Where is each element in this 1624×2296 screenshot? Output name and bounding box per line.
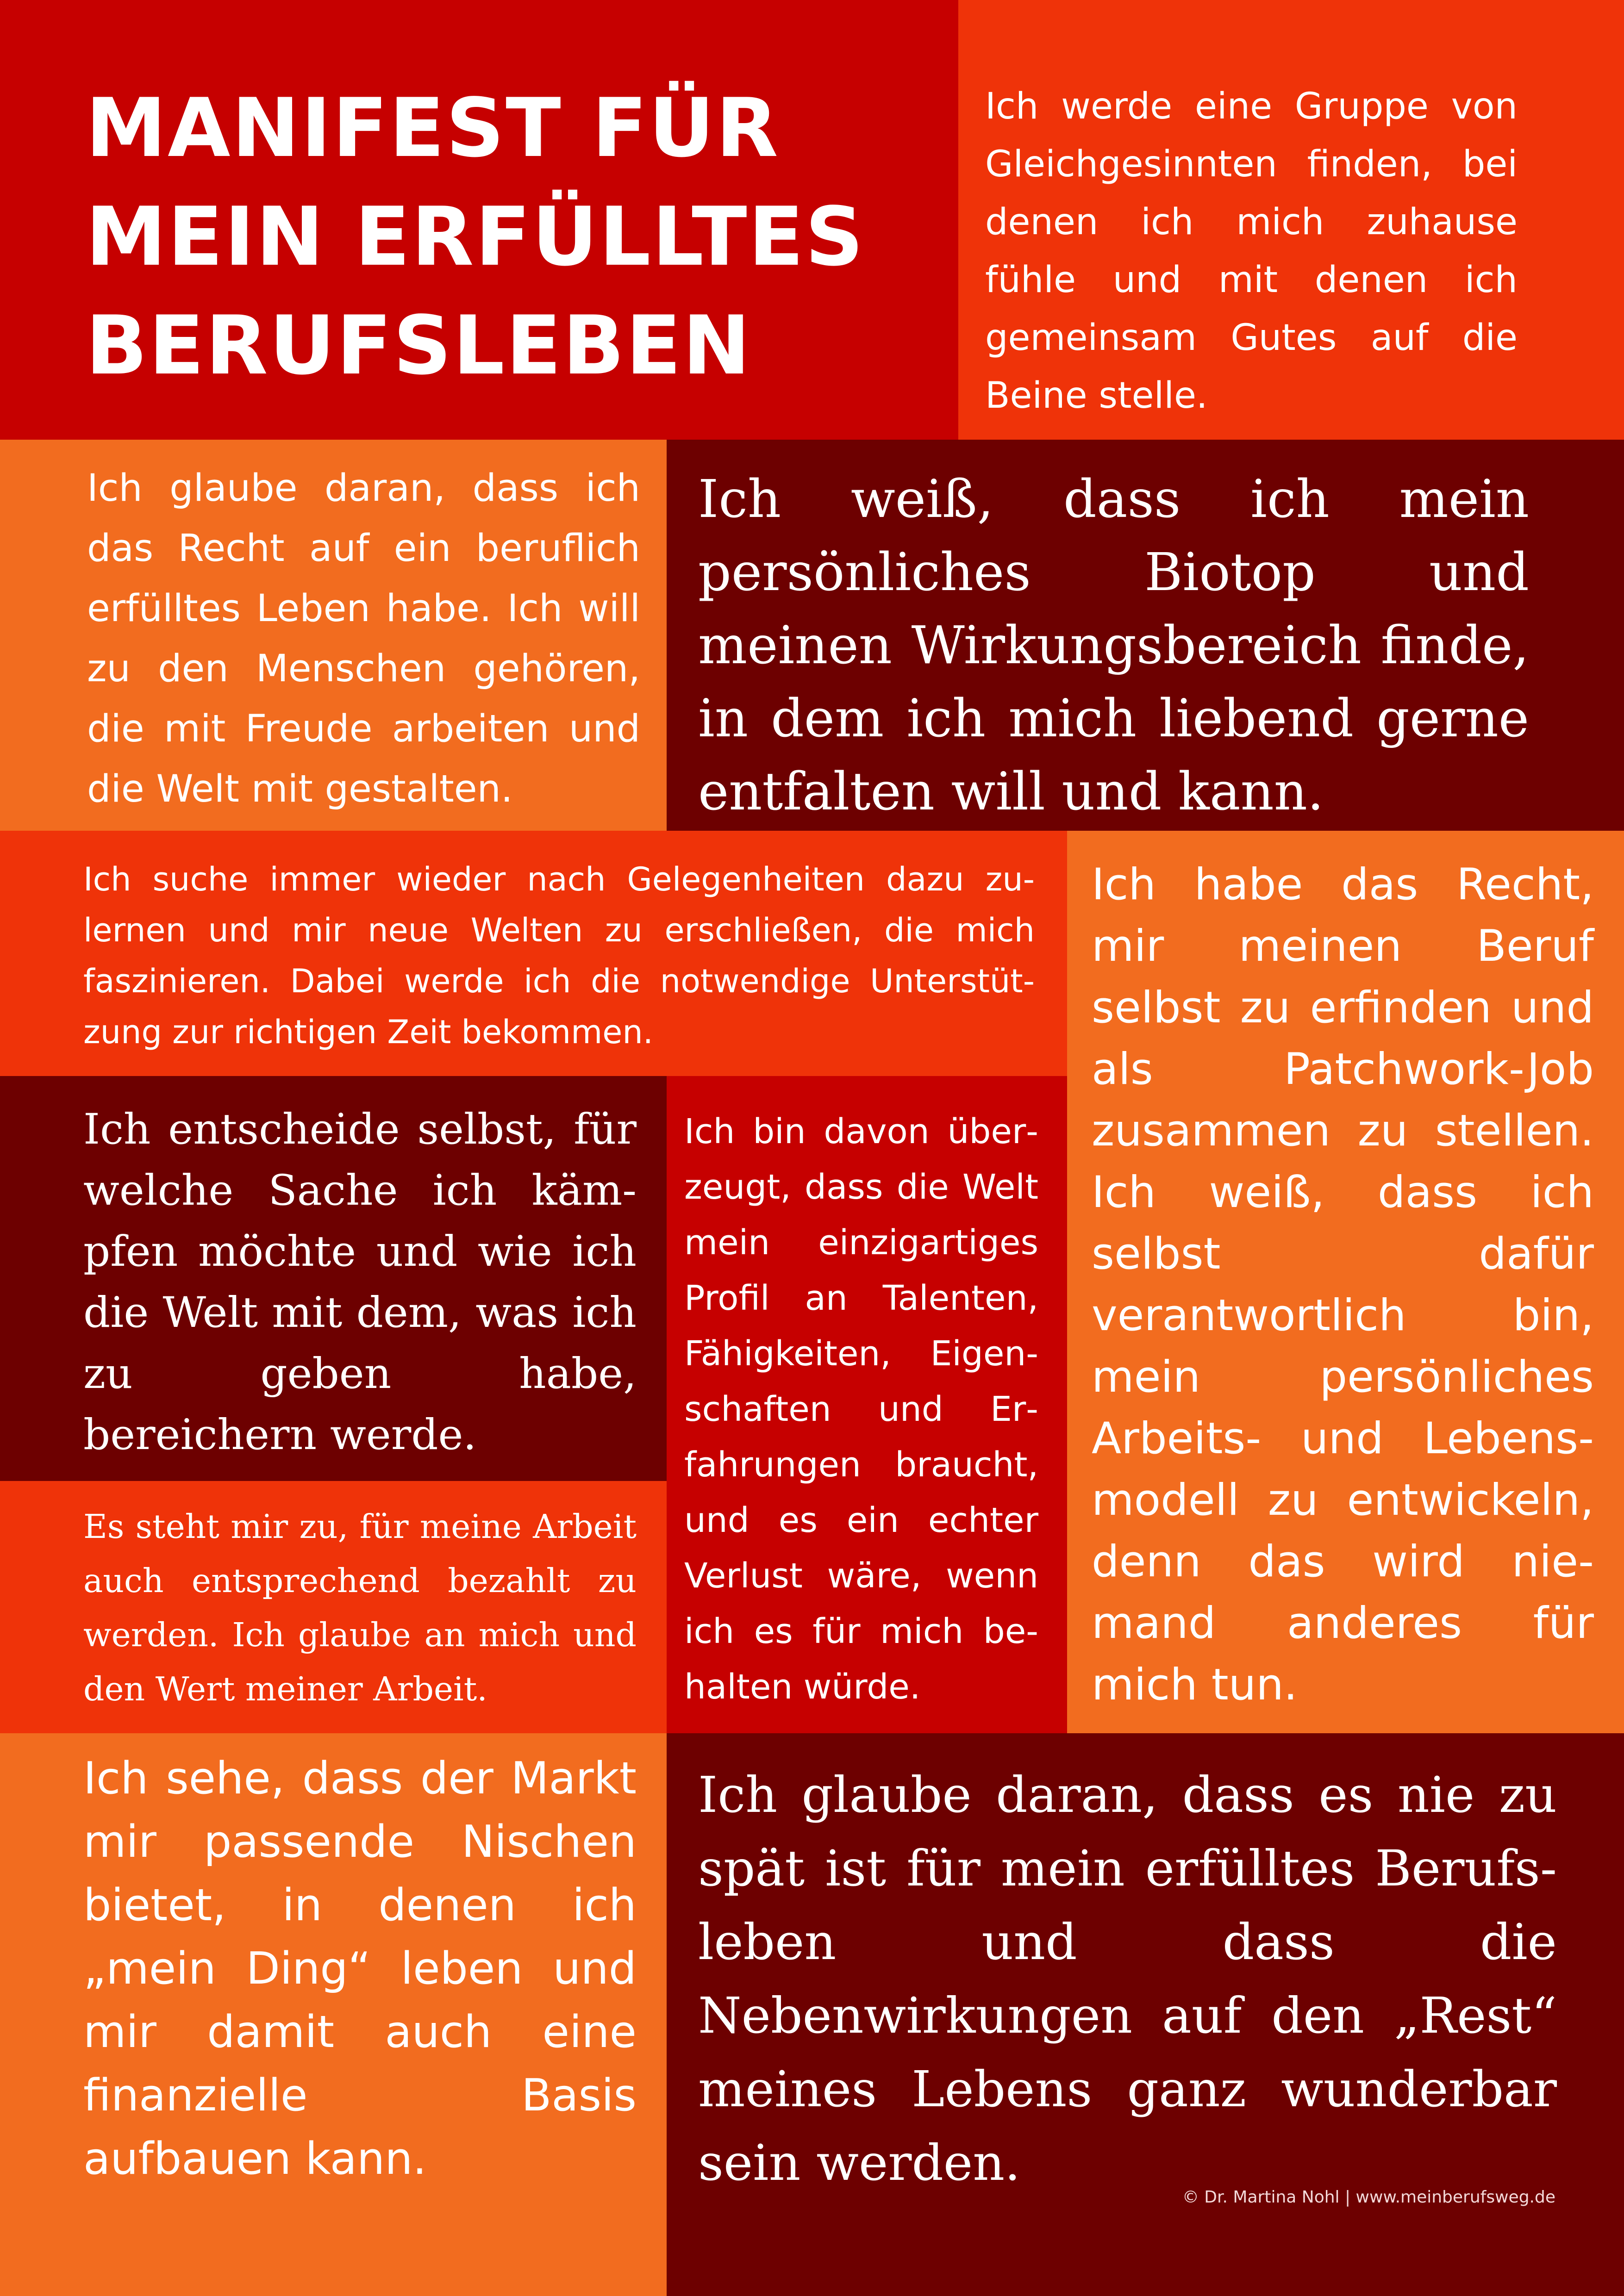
statement-never-too-late: Ich glaube daran, dass es nie zu spät ist für mein erfülltes Berufsleben und dass die Nebenwirkungen auf den „Rest“ meines Lebens ganz wunderbar sein werden. xyxy=(698,1767,1557,2192)
statement-right: Ich glaube daran, dass ich das Recht auf ein beruflich erfülltes Leben habe. Ich will zu den Menschen gehören, die mit Freude arbeiten und die Welt mit gestalten. xyxy=(87,467,640,811)
statement-decide: Ich entscheide selbst, für welche Sache ich kämpfen möchte und wie ich die Welt mit dem, was ich zu geben habe, bereichern werde. xyxy=(83,1105,637,1459)
statement-biotope: Ich weiß, dass ich mein persönliches Biotop und meinen Wirkungsbereich finde, in dem ich mich liebend gerne entfalten will und kann. xyxy=(698,469,1529,822)
statement-patchwork: Ich habe das Recht, mir meinen Beruf selbst zu erfinden und als Patchwork-Job zusammen zu stellen. Ich weiß, dass ich selbst dafür verantwortlich bin, mein persönliches Arbeits- und Lebensmodell zu entwickeln, denn das wird niemand anderes für mich tun. xyxy=(1092,859,1594,1710)
statement-market: Ich sehe, dass der Markt mir passende Nischen bietet, in denen ich „mein Ding“ leben und mir damit auch eine finanzielle Basis aufbauen kann. xyxy=(83,1753,637,2184)
statement-learning: Ich suche immer wieder nach Gelegenheiten dazu zulernen und mir neue Welten zu erschließen, die mich faszinieren. Dabei werde ich die notwendige Unterstützung zur richtigen Zeit bekommen. xyxy=(83,860,1035,1051)
page-title: MANIFEST FÜR MEIN ERFÜLLTES BERUFSLEBEN xyxy=(86,81,865,393)
statement-convinced: Ich bin davon überzeugt, dass die Welt mein einzigartiges Profil an Talenten, Fähigkeiten, Eigenschaften und Erfahrungen braucht, und es ein echter Verlust wäre, wenn ich es für mich behalten würde. xyxy=(684,1112,1038,1707)
statement-payment: Es steht mir zu, für meine Arbeit auch entsprechend bezahlt zu werden. Ich glaube an mich und den Wert meiner Arbeit. xyxy=(83,1507,637,1708)
copyright-credit: © Dr. Martina Nohl | www.meinberufsweg.de xyxy=(1182,2188,1555,2207)
statement-group: Ich werde eine Gruppe von Gleichgesinnten finden, bei denen ich mich zuhause fühle und mit denen ich gemeinsam Gutes auf die Beine stelle. xyxy=(985,86,1518,417)
